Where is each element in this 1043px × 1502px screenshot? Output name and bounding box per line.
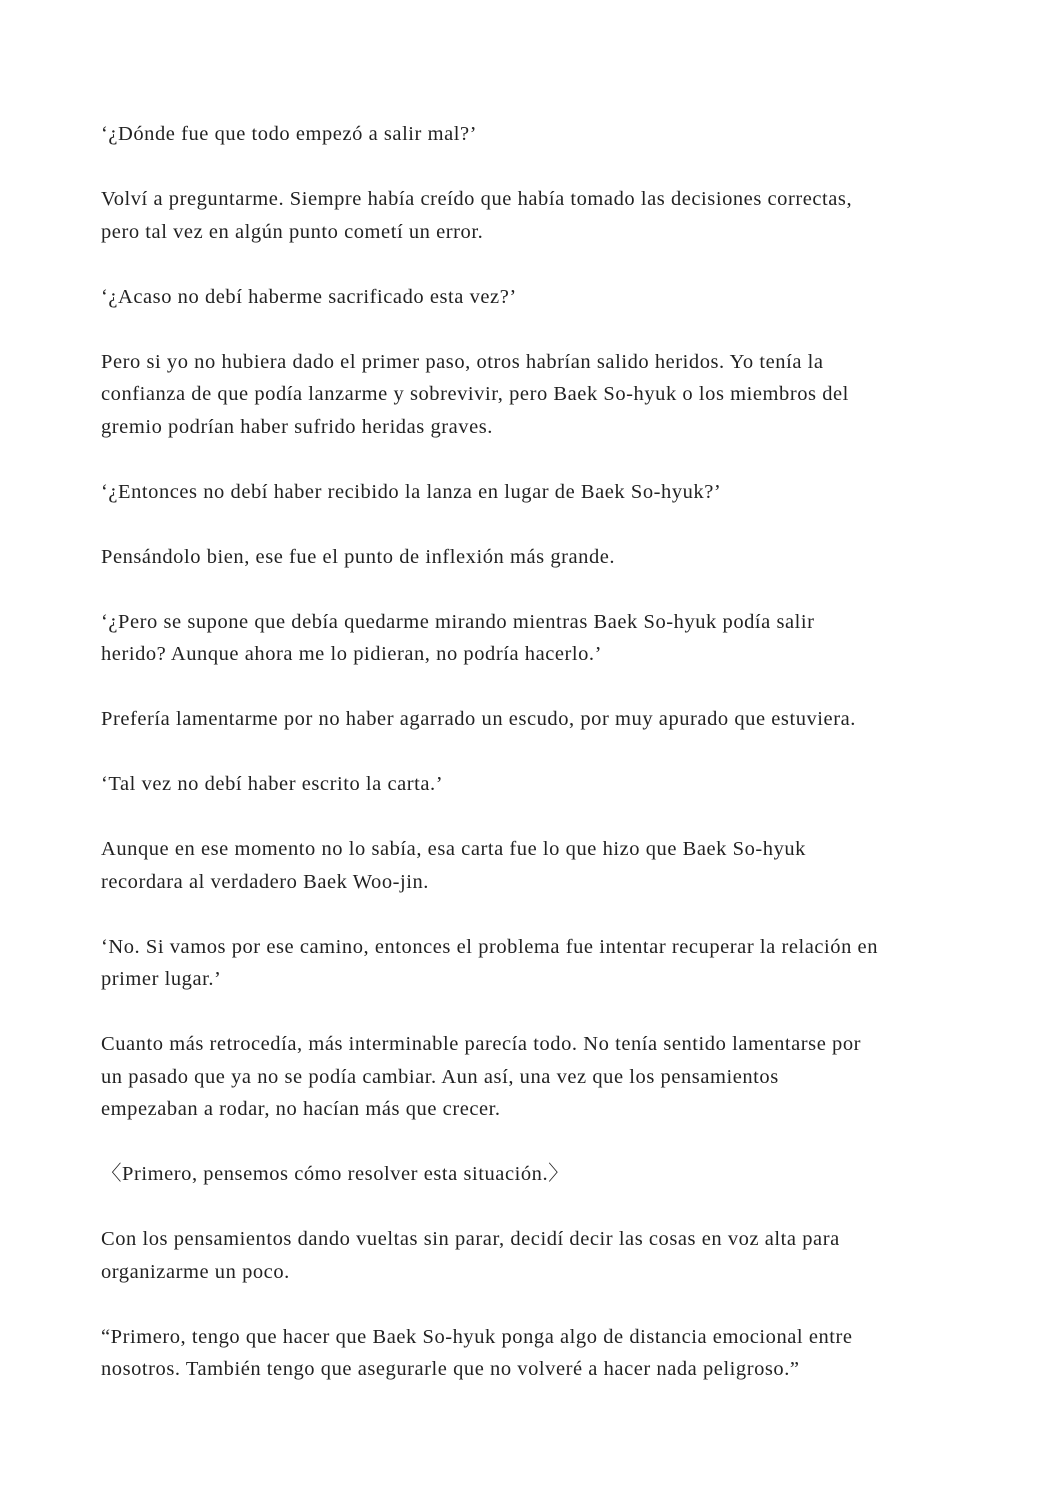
- paragraph: [101, 183, 961, 248]
- text-line: Prefería lamentarme por no haber agarrado un escudo, por muy apurado que estuviera.: [101, 708, 856, 730]
- paragraph: [101, 931, 961, 996]
- paragraph: [101, 346, 961, 444]
- text-line: pero tal vez en algún punto cometí un error.: [101, 220, 484, 243]
- text-line: Volví a preguntarme. Siempre había creído que había tomado las decisiones correctas,: [101, 188, 853, 210]
- document-body: [101, 118, 961, 1418]
- text-line: primer lugar.’: [101, 968, 222, 990]
- text-line: ‘No. Si vamos por ese camino, entonces el problema fue intentar recuperar la relación en: [101, 935, 878, 958]
- text-line: ‘¿Acaso no debí haberme sacrificado esta vez?’: [101, 285, 517, 308]
- text-line: ‘¿Dónde fue que todo empezó a salir mal?’: [101, 123, 478, 145]
- paragraph: [101, 1321, 961, 1386]
- paragraph: [101, 606, 961, 671]
- paragraph: [101, 833, 961, 898]
- text-line: confianza de que podía lanzarme y sobrevivir, pero Baek So-hyuk o los miembros del: [101, 383, 849, 405]
- text-line: Cuanto más retrocedía, más interminable parecía todo. No tenía sentido lamentarse por: [101, 1033, 862, 1055]
- paragraph: [101, 118, 961, 151]
- text-line: empezaban a rodar, no hacían más que crecer.: [101, 1098, 501, 1120]
- text-line: nosotros. También tengo que asegurarle que no volveré a hacer nada peligroso.”: [101, 1358, 800, 1380]
- text-line: ‘¿Entonces no debí haber recibido la lanza en lugar de Baek So-hyuk?’: [101, 480, 722, 503]
- paragraph: [101, 1028, 961, 1126]
- text-line: recordara al verdadero Baek Woo-jin.: [101, 870, 429, 893]
- text-line: Aunque en ese momento no lo sabía, esa carta fue lo que hizo que Baek So-hyuk: [101, 838, 806, 860]
- paragraph: [101, 541, 961, 574]
- text-line: gremio podrían haber sufrido heridas graves.: [101, 415, 493, 438]
- text-line: un pasado que ya no se podía cambiar. Aun así, una vez que los pensamientos: [101, 1065, 779, 1088]
- text-line: ‘¿Pero se supone que debía quedarme mirando mientras Baek So-hyuk podía salir: [101, 610, 815, 633]
- text-line: Pero si yo no hubiera dado el primer paso, otros habrían salido heridos. Yo tenía la: [101, 350, 824, 373]
- text-line: “Primero, tengo que hacer que Baek So-hyuk ponga algo de distancia emocional entre: [101, 1325, 853, 1348]
- paragraph: [101, 768, 961, 801]
- text-line: ‘Tal vez no debí haber escrito la carta.’: [101, 773, 444, 795]
- text-line: 〈Primero, pensemos cómo resolver esta situación.〉: [101, 1163, 570, 1185]
- paragraph: [101, 1223, 961, 1288]
- text-line: organizarme un poco.: [101, 1260, 290, 1283]
- paragraph: [101, 476, 961, 509]
- text-line: Con los pensamientos dando vueltas sin parar, decidí decir las cosas en voz alta para: [101, 1228, 840, 1250]
- text-line: herido? Aunque ahora me lo pidieran, no podría hacerlo.’: [101, 643, 602, 665]
- paragraph: [101, 703, 961, 736]
- paragraph: [101, 1158, 961, 1191]
- text-line: Pensándolo bien, ese fue el punto de inflexión más grande.: [101, 545, 616, 568]
- paragraph: [101, 281, 961, 314]
